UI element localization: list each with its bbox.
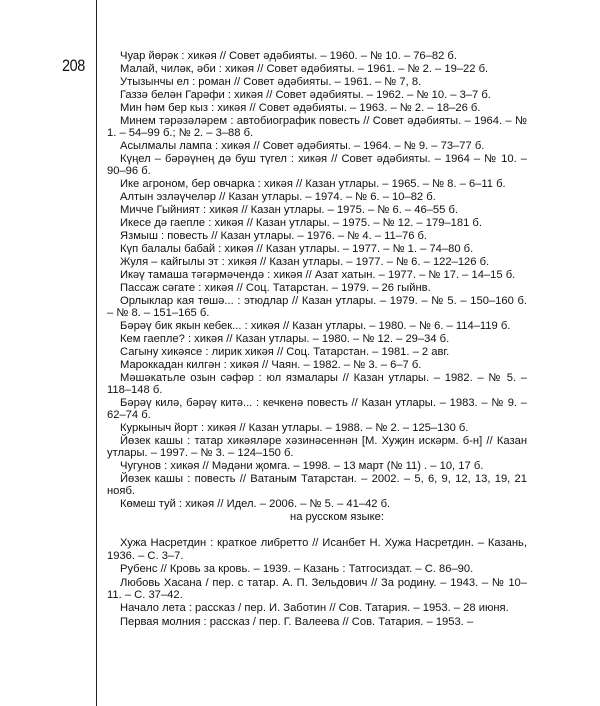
bibliography-entry: Мичче Гыйният : хикәя // Казан утлары. – 1975. – № 6. – 46–55 б. — [120, 204, 458, 217]
bibliography-entry: Малай, чиләк, әби : хикәя // Совет әдәбияты. – 1961. – № 2. – 19–22 б. — [120, 62, 489, 75]
bibliography-entry: Орлыклар кая төшә... : этюдлар // Казан утлары. – 1979. – № 5. – 150–160 б. – № 8. – 151–165 б. — [107, 294, 527, 320]
bibliography-entry: Рубенс // Кровь за кровь. – 1939. – Казань : Татгосиздат. – С. 86–90. — [120, 563, 474, 576]
margin-rule — [96, 0, 97, 706]
bibliography-entry: Ике агроном, бер овчарка : хикәя // Казан утлары. – 1965. – № 8. – 6–11 б. — [120, 178, 506, 191]
bibliography-entry: Хужа Насретдин : краткое либретто // Исанбет Н. Хужа Насретдин. – Казань, 1936. – С. 3–7. — [107, 537, 527, 562]
bibliography-entry: Бәрәү килә, бәрәү китә... : кечкенә повесть // Казан утлары. – 1983. – № 9. – 62–74 б. — [107, 397, 527, 422]
russian-entries — [107, 537, 527, 628]
section-heading-russian: на русском языке: — [290, 511, 384, 524]
bibliography-entry: Газзә белән Гарәфи : хикәя // Совет әдәбияты. – 1962. – № 10. – 3–7 б. — [120, 88, 491, 101]
bibliography-entry: Мин һәм бер кыз : хикәя // Совет әдәбияты. – 1963. – № 2. – 18–26 б. — [120, 101, 481, 114]
bibliography-entry: Язмыш : повесть // Казан утлары. – 1976. – № 4. – 11–76 б. — [120, 230, 428, 242]
bibliography-entry: Алтын эзләүчеләр // Казан утлары. – 1974. – № 6. – 10–82 б. — [120, 191, 436, 204]
bibliography-entry: Кем гаепле? : хикәя // Казан утлары. – 1980. – № 12. – 29–34 б. — [120, 332, 450, 345]
bibliography-entry: Первая молния : рассказ / пер. Г. Валеева // Сов. Татария. – 1953. – — [120, 615, 474, 628]
bibliography-entry: Көмеш туй : хикәя // Идел. – 2006. – № 5. – 41–42 б. — [120, 498, 391, 511]
bibliography-entry: Күп балалы бабай : хикәя // Казан утлары. – 1977. – № 1. – 74–80 б. — [120, 242, 474, 255]
bibliography-entry: Икесе дә гаепле : хикәя // Казан утлары. – 1975. – № 12. – 179–181 б. — [120, 217, 482, 230]
page-number: 208 — [62, 56, 85, 75]
bibliography-entry: Начало лета : рассказ / пер. И. Заботин // Сов. Татария. – 1953. – 28 июня. — [120, 602, 509, 615]
bibliography-entry: Куркыныч йорт : хикәя // Казан утлары. – 1988. – № 2. – 125–130 б. — [120, 422, 469, 435]
bibliography-entry: Чуар йөрәк : хикәя // Совет әдәбияты. – 1960. – № 10. – 76–82 б. — [120, 50, 457, 62]
bibliography-entry: Сагыну хикәясе : лирик хикәя // Соц. Татарстан. – 1981. – 2 авг. — [120, 345, 450, 358]
bibliography-list — [107, 50, 527, 630]
bibliography-entry: Жуля – кайгылы эт : хикәя // Казан утлары. – 1977. – № 6. – 122–126 б. — [120, 255, 490, 268]
bibliography-entry: Бәрәү бик якын кебек... : хикәя // Казан утлары. – 1980. – № 6. – 114–119 б. — [120, 320, 511, 332]
bibliography-entry: Минем тәрәзәләрем : автобиографик повесть // Совет әдәбияты. – 1964. – № 1. – 54–99 б.; № 2. – 3–88 б. — [107, 114, 527, 140]
bibliography-entry: Икәү тамаша тәгәрмәчендә : хикәя // Азат хатын. – 1977. – № 17. – 14–15 б. — [120, 268, 516, 281]
tatar-entries — [107, 50, 527, 510]
bibliography-entry: Чугунов : хикәя // Мәдәни җомга. – 1998. – 13 март (№ 11) . – 10, 17 б. — [120, 460, 484, 473]
bibliography-entry: Асылмалы лампа : хикәя // Совет әдәбияты. – 1964. – № 9. – 73–77 б. — [120, 140, 485, 152]
bibliography-entry: Йөзек кашы : повесть // Ватаным Татарстан. – 2002. – 5, 6, 9, 12, 13, 19, 21 нояб. — [107, 473, 527, 498]
bibliography-entry: Любовь Хасана / пер. с татар. А. П. Зельдович // За родину. – 1943. – № 10–11. – С. 37–42. — [107, 576, 527, 601]
bibliography-entry: Утызынчы ел : роман // Совет әдәбияты. – 1961. – № 7, 8. — [120, 75, 422, 88]
bibliography-entry: Мәшәкатьле озын сәфәр : юл язмалары // Казан утлары. – 1982. – № 5. – 118–148 б. — [107, 371, 527, 397]
bibliography-entry: Йөзек кашы : татар хикәяләре хәзинәсеннән [М. Хуҗин искәрм. б-н] // Казан утлары. – 1997. – № 3. – 124–150 б. — [107, 435, 527, 460]
bibliography-entry: Мароккадан килгән : хикәя // Чаян. – 1982. – № 3. – 6–7 б. — [120, 358, 422, 371]
bibliography-entry: Күңел – бәрәүнең дә буш түгел : хикәя // Совет әдәбияты. – 1964 – № 10. – 90–96 б. — [107, 152, 527, 178]
bibliography-entry: Пассаж сәгате : хикәя // Соц. Татарстан. – 1979. – 26 гыйнв. — [120, 281, 431, 294]
